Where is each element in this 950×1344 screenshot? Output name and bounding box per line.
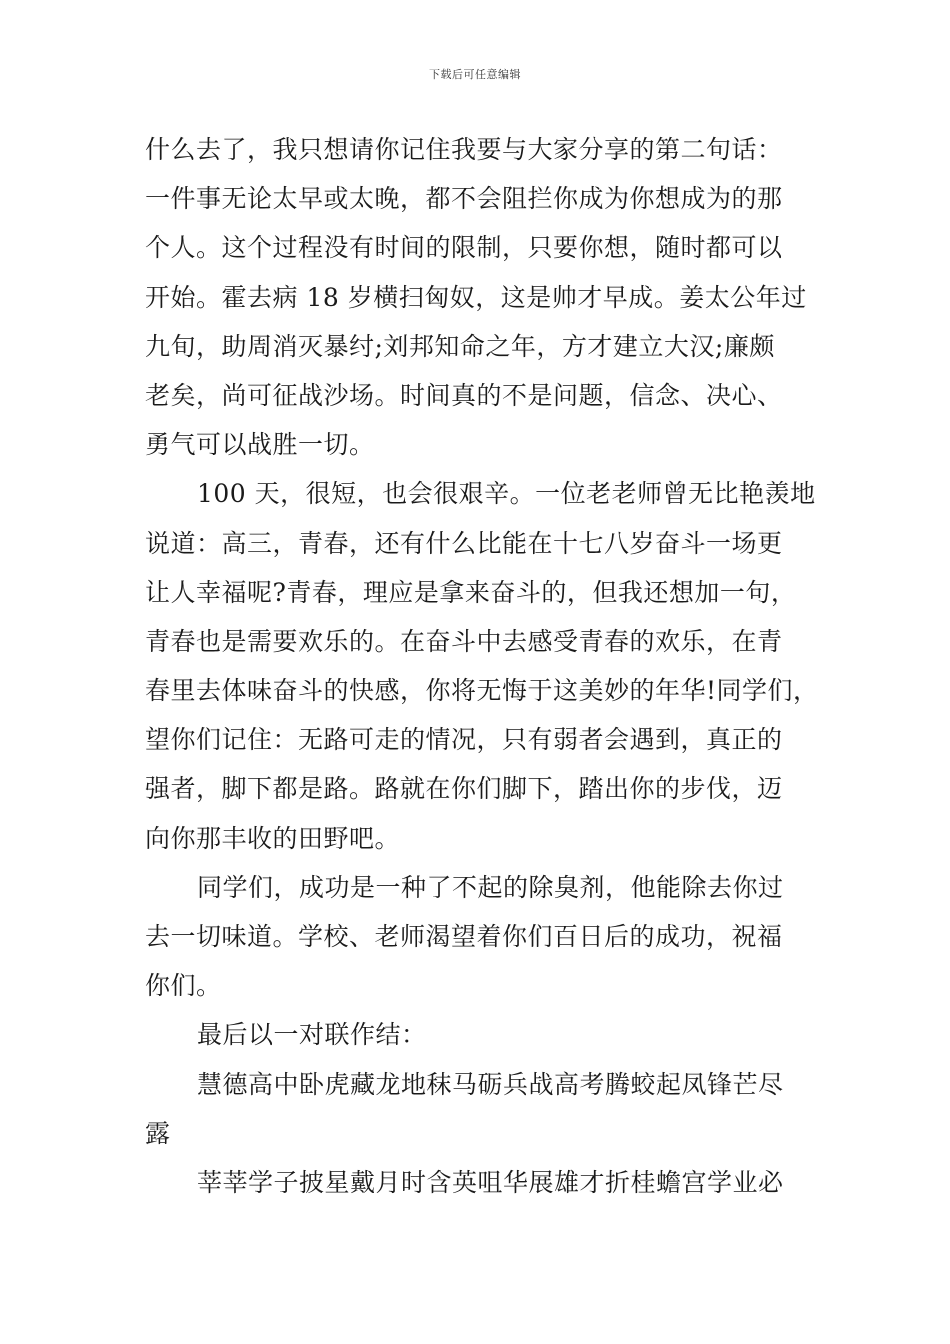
text-line: 什么去了，我只想请你记住我要与大家分享的第二句话： bbox=[145, 135, 783, 164]
text-line: 强者，脚下都是路。路就在你们脚下，踏出你的步伐，迈 bbox=[145, 774, 783, 804]
text-line: 开始。霍去病 18 岁横扫匈奴，这是帅才早成。姜太公年过 bbox=[145, 282, 807, 312]
text-line: 老矣，尚可征战沙场。时间真的不是问题，信念、决心、 bbox=[145, 380, 783, 410]
couplet-line: 慧德高中卧虎藏龙地秣马砺兵战高考腾蛟起凤锋芒尽 bbox=[197, 1069, 784, 1099]
paragraph-start-line: 同学们，成功是一种了不起的除臭剂，他能除去你过 bbox=[197, 872, 784, 902]
text-line: 个人。这个过程没有时间的限制，只要你想，随时都可以 bbox=[145, 233, 783, 263]
text-line: 春里去体味奋斗的快感，你将无悔于这美妙的年华!同学们， bbox=[145, 676, 819, 706]
text-line: 一件事无论太早或太晚，都不会阻拦你成为你想成为的那 bbox=[145, 184, 783, 214]
text-line: 让人幸福呢?青春，理应是拿来奋斗的，但我还想加一句， bbox=[145, 577, 797, 607]
text-line: 青春也是需要欢乐的。在奋斗中去感受青春的欢乐，在青 bbox=[145, 626, 783, 656]
document-body bbox=[145, 125, 825, 1207]
couplet-line-continuation: 露 bbox=[145, 1118, 171, 1148]
text-line: 向你那丰收的田野吧。 bbox=[145, 823, 401, 853]
text-line: 去一切味道。学校、老师渴望着你们百日后的成功，祝福 bbox=[145, 922, 783, 951]
text-line: 勇气可以战胜一切。 bbox=[145, 430, 375, 460]
paragraph-start-line: 100 天，很短，也会很艰辛。一位老老师曾无比艳羡地 bbox=[197, 479, 816, 509]
page-header: 下载后可任意编辑 bbox=[429, 68, 521, 81]
text-line: 望你们记住：无路可走的情况，只有弱者会遇到，真正的 bbox=[145, 725, 783, 755]
couplet-line: 莘莘学子披星戴月时含英咀华展雄才折桂蟾宫学业必 bbox=[197, 1167, 784, 1197]
text-line: 说道：高三，青春，还有什么比能在十七八岁奋斗一场更 bbox=[145, 528, 783, 558]
paragraph-start-line: 最后以一对联作结： bbox=[197, 1020, 427, 1050]
text-line: 九旬，助周消灭暴纣;刘邦知命之年，方才建立大汉;廉颇 bbox=[145, 331, 775, 361]
text-line: 你们。 bbox=[145, 971, 222, 1001]
